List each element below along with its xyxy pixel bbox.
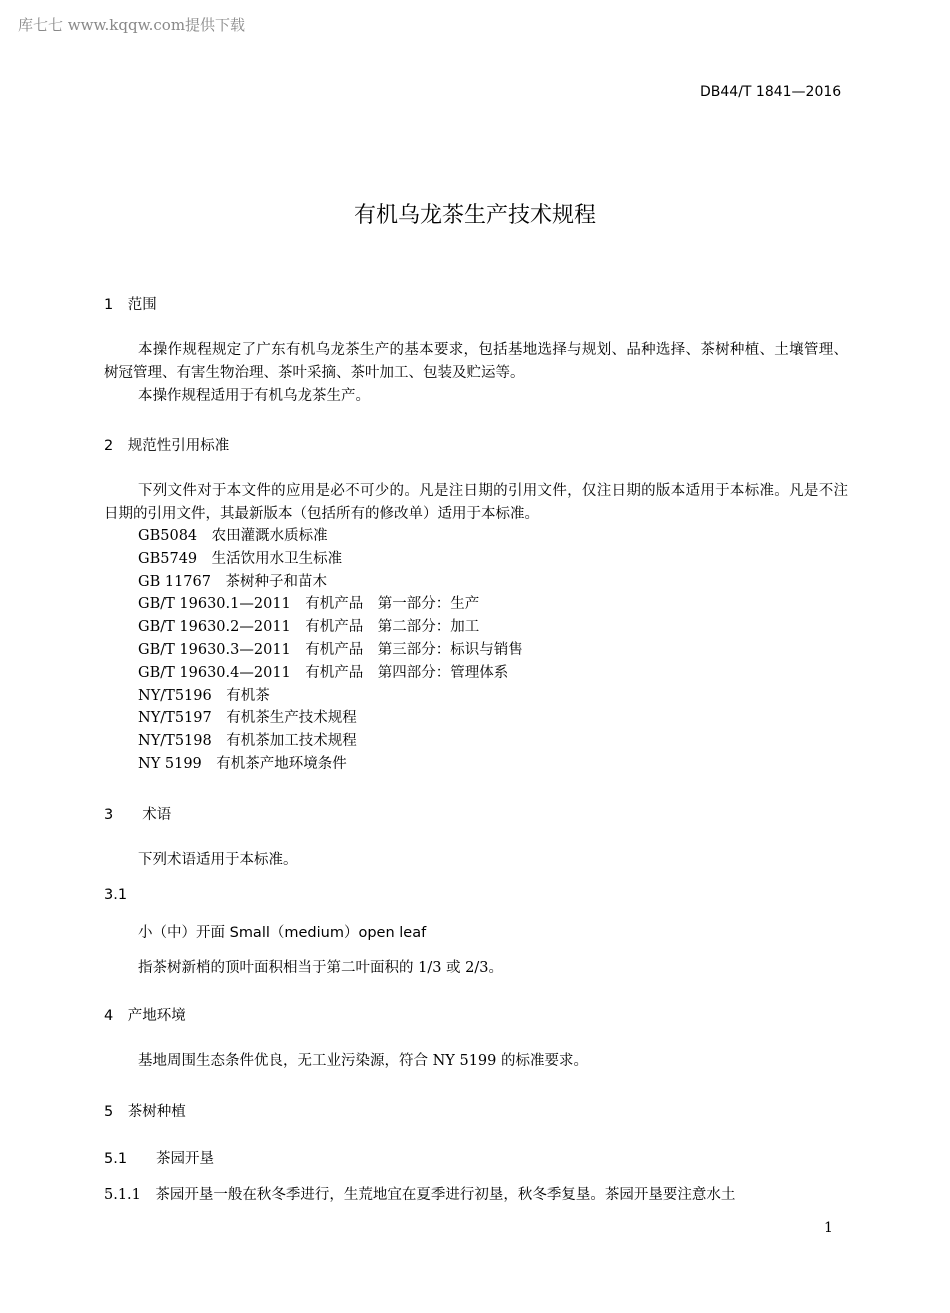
- reference-item: GB/T 19630.1—2011 有机产品 第一部分：生产: [138, 596, 480, 613]
- section-heading-references: 2 规范性引用标准: [104, 438, 230, 454]
- section-heading-terms: 3 术语: [104, 807, 172, 823]
- reference-item: GB/T 19630.2—2011 有机产品 第二部分：加工: [138, 619, 480, 636]
- reference-item: NY 5199 有机茶产地环境条件: [138, 755, 347, 772]
- subsection-heading-reclamation: 5.1 茶园开垦: [104, 1151, 215, 1167]
- reference-item: GB/T 19630.3—2011 有机产品 第三部分：标识与销售: [138, 641, 523, 658]
- scope-paragraph: 本操作规程规定了广东有机乌龙茶生产的基本要求，包括基地选择与规划、品种选择、茶树种植、土壤管理、树冠管理、有害生物治理、茶叶采摘、茶叶加工、包装及贮运等。: [104, 342, 848, 381]
- reference-list: [138, 525, 523, 776]
- page-title: 有机乌龙茶生产技术规程: [353, 203, 596, 228]
- reference-item: NY/T5198 有机茶加工技术规程: [138, 733, 357, 750]
- section-heading-scope: 1 范围: [104, 297, 157, 313]
- reference-item: GB 11767 茶树种子和苗木: [138, 573, 327, 590]
- term-definition: 指茶树新梢的顶叶面积相当于第二叶面积的 1/3 或 2/3。: [138, 960, 503, 976]
- page-number: 1: [824, 1220, 833, 1236]
- section-heading-planting: 5 茶树种植: [104, 1104, 186, 1120]
- section-heading-environment: 4 产地环境: [104, 1008, 186, 1024]
- reference-item: NY/T5197 有机茶生产技术规程: [138, 710, 357, 727]
- watermark: 库七七 www.kqqw.com提供下载: [18, 16, 246, 34]
- subsection-number: 3.1: [104, 887, 128, 903]
- reference-item: NY/T5196 有机茶: [138, 687, 270, 704]
- environment-paragraph: 基地周围生态条件优良，无工业污染源，符合 NY 5199 的标准要求。: [138, 1053, 588, 1069]
- reference-item: GB5084 农田灌溉水质标准: [138, 528, 328, 544]
- scope-applicability: 本操作规程适用于有机乌龙茶生产。: [138, 388, 370, 404]
- clause-5-1-1: 5.1.1 茶园开垦一般在秋冬季进行，生荒地宜在夏季进行初垦，秋冬季复垦。茶园开垦要注意水土: [104, 1187, 736, 1203]
- terms-paragraph: 下列术语适用于本标准。: [138, 852, 298, 868]
- references-paragraph: 下列文件对于本文件的应用是必不可少的。凡是注日期的引用文件，仅注日期的版本适用于本标准。凡是不注日期的引用文件，其最新版本（包括所有的修改单）适用于本标准。: [104, 483, 848, 522]
- reference-item: GB5749 生活饮用水卫生标准: [138, 550, 343, 567]
- reference-item: GB/T 19630.4—2011 有机产品 第四部分：管理体系: [138, 664, 509, 681]
- document-code: DB44/T 1841—2016: [700, 84, 842, 100]
- term-title: 小（中）开面 Small（medium）open leaf: [138, 925, 427, 941]
